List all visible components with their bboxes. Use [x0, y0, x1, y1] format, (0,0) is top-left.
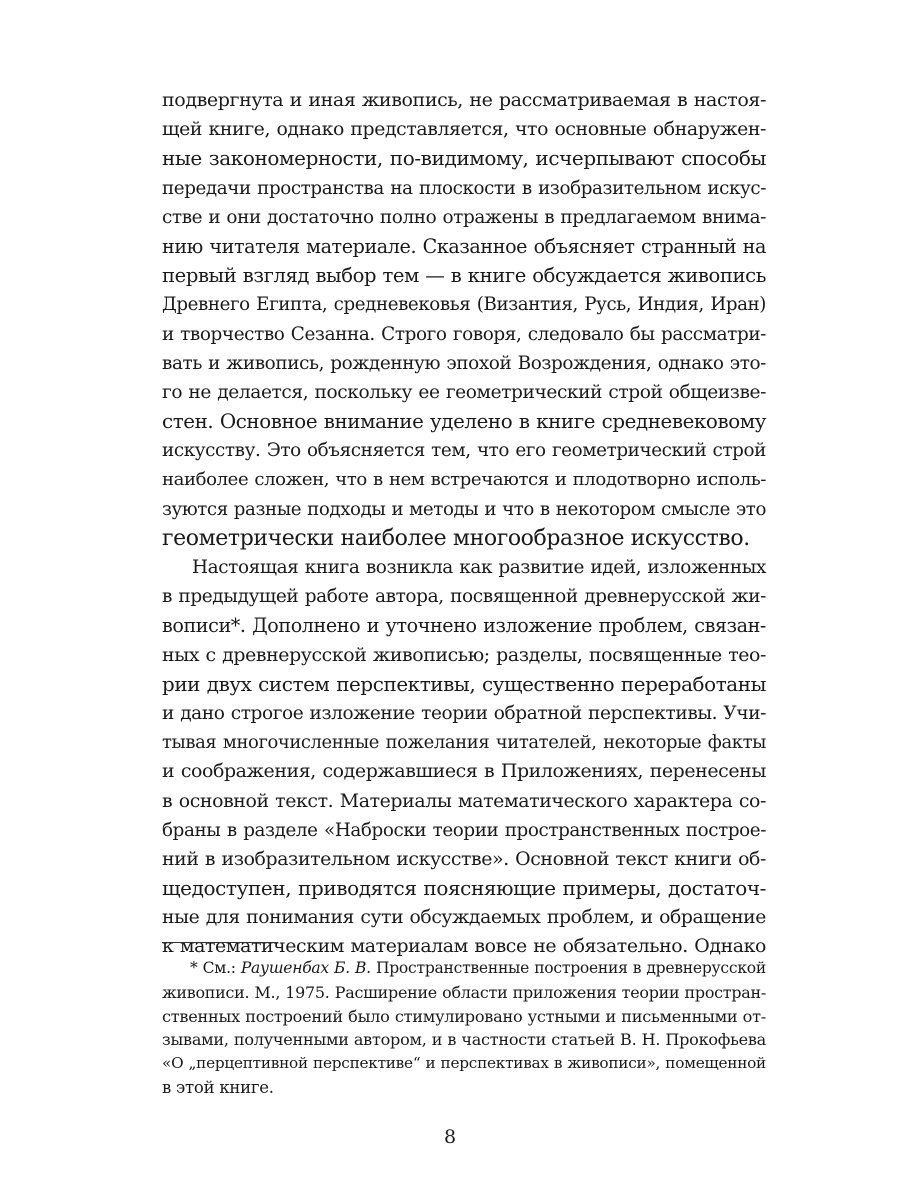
footnote-title: Пространственные построения в древнерусской [370, 959, 766, 977]
text-line: и дано строгое изложение теории обратной перспективы. Учи- [162, 702, 766, 724]
footnote [162, 957, 766, 1100]
text-line: тывая многочисленные пожелания читателей, некоторые факты [162, 732, 766, 754]
text-line: в основной текст. Материалы математического характера со- [162, 789, 766, 812]
text-line: первый взгляд выбор тем — в книге обсуждается живопись [162, 264, 766, 288]
text-line: нию читателя материале. Сказанное объясняет странный на [162, 234, 766, 258]
text-line: искусству. Это объясняется тем, что его геометрический строй [162, 440, 766, 462]
text-line: Древнего Египта, средневековья (Византия, Русь, Индия, Иран) [162, 294, 766, 316]
footnote-marker: * См.: [190, 959, 241, 977]
text-line: ных с древнерусской живописью; разделы, посвященные тео- [162, 643, 766, 666]
text-line: геометрически наиболее многообразное искусство. [162, 525, 750, 551]
text-line: и творчество Сезанна. Строго говоря, следовало бы рассматри- [162, 323, 766, 345]
text-line: к математическим материалам вовсе не обязательно. Однако [162, 935, 766, 958]
footnote-author: Раушенбах Б. В. [240, 959, 371, 977]
text-line: ний в изобразительном искусстве». Основной текст книги об- [162, 847, 766, 870]
text-line: браны в разделе «Наброски теории пространственных построе- [162, 819, 766, 841]
text-line: вать и живопись, рожденную эпохой Возрождения, однако это- [162, 352, 766, 374]
text-line: вописи*. Дополнено и уточнено изложение проблем, связан- [162, 614, 766, 638]
text-line: ные для понимания сути обсуждаемых проблем, и обращение [162, 907, 766, 929]
text-line: наиболее сложен, что в нем встречаются и плодотворно исполь- [162, 469, 766, 491]
main-text [162, 86, 766, 962]
text-line: передачи пространства на плоскости в изобразительном искус- [162, 177, 766, 199]
paragraph-first-line: Настоящая книга возникла как развитие идей, изложенных [192, 557, 766, 578]
footnote-divider [162, 942, 278, 943]
text-line: стен. Основное внимание уделено в книге средневековому [162, 410, 766, 434]
footnote-line [162, 957, 766, 981]
text-line: ные закономерности, по-видимому, исчерпывают способы [162, 146, 766, 171]
text-line: го не делается, поскольку ее геометрический строй общеизве- [162, 381, 766, 403]
text-line: подвергнута и иная живопись, не рассматриваемая в настоя- [162, 89, 766, 111]
text-line: зуются разные подходы и методы и что в некотором смысле это [162, 498, 766, 520]
text-line: в предыдущей работе автора, посвященной древнерусской жи- [162, 586, 766, 608]
footnote-line: в этой книге. [162, 1077, 274, 1097]
text-line: щедоступен, приводятся поясняющие примеры, достаточ- [162, 876, 766, 901]
footnote-line: «О „перцептивной перспективе“ и перспективах в живописи», помещенной [162, 1054, 766, 1073]
footnote-line: живописи. М., 1975. Расширение области приложения теории простран- [162, 982, 766, 1002]
text-line: рии двух систем перспективы, существенно переработаны [162, 672, 766, 696]
footnote-line: зывами, полученными автором, и в частности статьей В. Н. Прокофьева [162, 1030, 766, 1050]
text-line: щей книге, однако представляется, что основные обнаружен- [162, 118, 766, 141]
text-line: и соображения, содержавшиеся в Приложениях, перенесены [162, 760, 766, 783]
page-number: 8 [443, 1126, 457, 1148]
text-line: стве и они достаточно полно отражены в предлагаемом внима- [162, 206, 766, 228]
footnote-line: ственных построений было стимулировано устными и письменными от- [162, 1006, 766, 1026]
